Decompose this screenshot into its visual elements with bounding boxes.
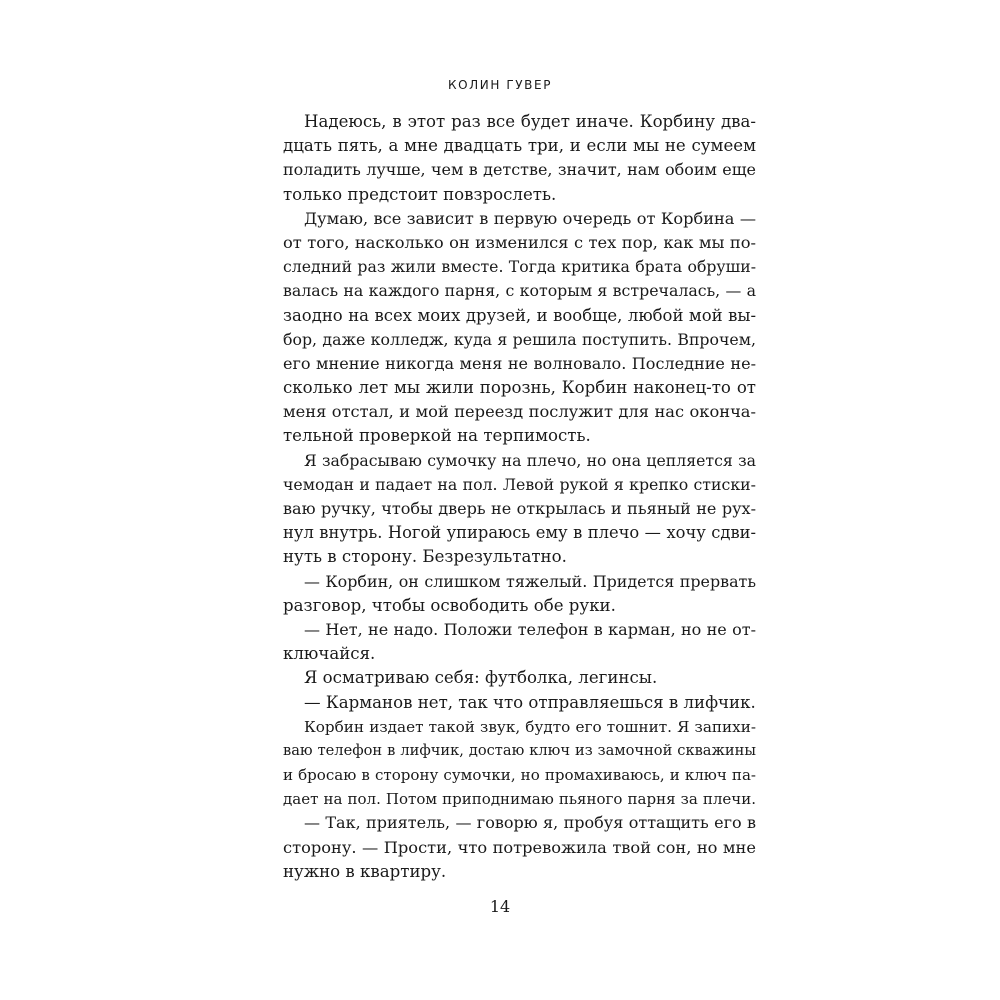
running-head: КОЛИН ГУВЕР bbox=[447, 78, 553, 92]
text-line: ваю телефон в лифчик, достаю ключ из замочной скважины bbox=[283, 741, 756, 759]
text-line: — Нет, не надо. Положи телефон в карман, но не от- bbox=[304, 619, 756, 639]
text-line: Я забрасываю сумочку на плечо, но она цепляется за bbox=[304, 450, 756, 470]
text-line: Корбин издает такой звук, будто его тошнит. Я запихи- bbox=[304, 717, 756, 736]
text-line: дает на пол. Потом приподнимаю пьяного парня за плечи. bbox=[283, 790, 756, 809]
text-line: его мнение никогда меня не волновало. Последние не- bbox=[283, 353, 756, 373]
text-line: — Карманов нет, так что отправляешься в лифчик. bbox=[304, 692, 756, 712]
text-line: следний раз жили вместе. Тогда критика брата обруши- bbox=[283, 257, 756, 277]
text-line: ваю ручку, чтобы дверь не открылась и пьяный не рух- bbox=[283, 499, 756, 518]
text-line: сколько лет мы жили порознь, Корбин наконец-то от bbox=[283, 378, 756, 398]
text-line: нуть в сторону. Безрезультатно. bbox=[283, 547, 567, 567]
text-line: только предстоит повзрослеть. bbox=[283, 184, 557, 204]
text-line: и бросаю в сторону сумочки, но промахиваюсь, и ключ па- bbox=[283, 766, 756, 785]
body-text bbox=[283, 110, 756, 884]
text-line: чемодан и падает на пол. Левой рукой я крепко стиски- bbox=[283, 474, 756, 494]
text-line: тельной проверкой на терпимость. bbox=[283, 426, 591, 446]
text-line: от того, насколько он изменился с тех пор, как мы по- bbox=[283, 232, 756, 252]
text-line: дцать пять, а мне двадцать три, и если мы не сумеем bbox=[283, 136, 756, 156]
text-line: — Корбин, он слишком тяжелый. Придется прервать bbox=[304, 571, 756, 591]
text-line: нужно в квартиру. bbox=[283, 861, 447, 881]
text-line: — Так, приятель, — говорю я, пробуя оттащить его в bbox=[304, 813, 756, 833]
text-line: заодно на всех моих друзей, и вообще, любой мой вы- bbox=[283, 305, 756, 325]
text-line: валась на каждого парня, с которым я встречалась, — а bbox=[283, 281, 756, 301]
text-line: сторону. — Прости, что потревожила твой сон, но мне bbox=[283, 837, 756, 857]
text-line: нул внутрь. Ногой упираюсь ему в плечо — хочу сдви- bbox=[283, 523, 756, 543]
text-line: бор, даже колледж, куда я решила поступить. Впрочем, bbox=[283, 329, 756, 349]
text-line: разговор, чтобы освободить обе руки. bbox=[283, 595, 616, 615]
text-line: ключайся. bbox=[283, 644, 376, 664]
text-line: поладить лучше, чем в детстве, значит, нам обоим еще bbox=[283, 160, 756, 180]
text-line: Надеюсь, в этот раз все будет иначе. Корбину два- bbox=[304, 112, 756, 131]
page-number: 14 bbox=[489, 897, 511, 916]
text-line: меня отстал, и мой переезд послужит для нас оконча- bbox=[283, 402, 756, 422]
text-line: Думаю, все зависит в первую очередь от Корбина — bbox=[304, 208, 756, 228]
text-line: Я осматриваю себя: футболка, легинсы. bbox=[304, 668, 658, 688]
